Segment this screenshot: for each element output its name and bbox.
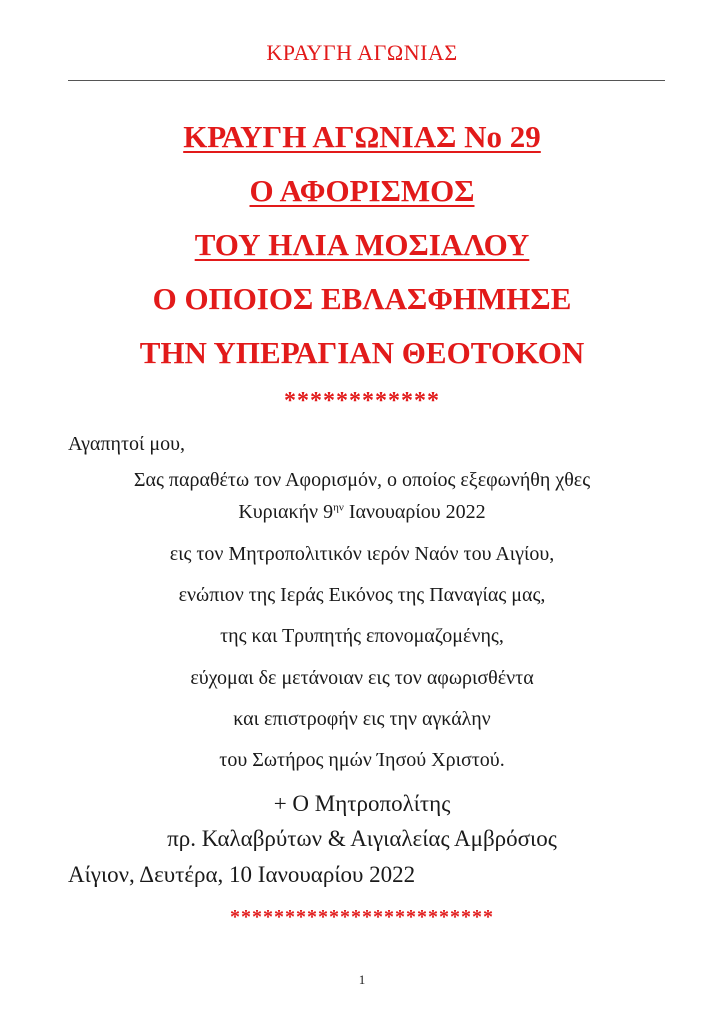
header-rule <box>68 80 665 81</box>
running-header: ΚΡΑΥΓΗ ΑΓΩΝΙΑΣ <box>266 40 458 65</box>
title-line-2: Ο ΑΦΟΡΙΣΜΟΣ <box>249 173 475 208</box>
letter-line-6: εύχομαι δε μετάνοιαν εις τον αφωρισθέντα <box>190 667 534 689</box>
signature-title: + Ο Μητροπολίτης <box>273 791 451 816</box>
title-line-5: ΤΗΝ ΥΠΕΡΑΓΙΑΝ ΘΕΟΤΟΚΟΝ <box>139 335 585 370</box>
letter-line-8: του Σωτήρος ημών Ίησού Χριστού. <box>219 749 505 771</box>
letter-line-7: και επιστροφήν εις την αγκάλην <box>233 708 491 730</box>
letter-line-1: Σας παραθέτω τον Αφορισμόν, ο οποίος εξεφωνήθη χθες <box>133 469 591 491</box>
signature-name: πρ. Καλαβρύτων & Αιγιαλείας Αμβρόσιος <box>167 826 557 851</box>
title-line-1: ΚΡΑΥΓΗ ΑΓΩΝΙΑΣ Νο 29 <box>183 119 541 154</box>
title-line-3: ΤΟΥ ΗΛΙΑ ΜΟΣΙΑΛΟΥ <box>194 227 530 262</box>
separator-stars-bottom: ************************ <box>230 906 494 928</box>
letter-line-4: ενώπιον της Ιεράς Εικόνος της Παναγίας μας, <box>178 584 546 606</box>
page-number: 1 <box>358 972 366 987</box>
separator-stars-top: ************ <box>284 388 440 414</box>
letter-line-5: της και Τρυπητής επονομαζομένης, <box>220 625 504 647</box>
title-line-4: Ο ΟΠΟΙΟΣ ΕΒΛΑΣΦΗΜΗΣΕ <box>152 281 572 316</box>
title-block <box>0 110 724 380</box>
letter-greeting: Αγαπητοί μου, <box>68 433 185 455</box>
letter-line-3: εις τον Μητροπολιτικόν ιερόν Ναόν του Αιγίου, <box>169 543 555 565</box>
place-date: Αίγιον, Δευτέρα, 10 Ιανουαρίου 2022 <box>68 862 416 887</box>
letter-line-2: Κυριακήν $9^{\eta\nu}$ Ιανουαρίου 2022 <box>238 501 486 523</box>
